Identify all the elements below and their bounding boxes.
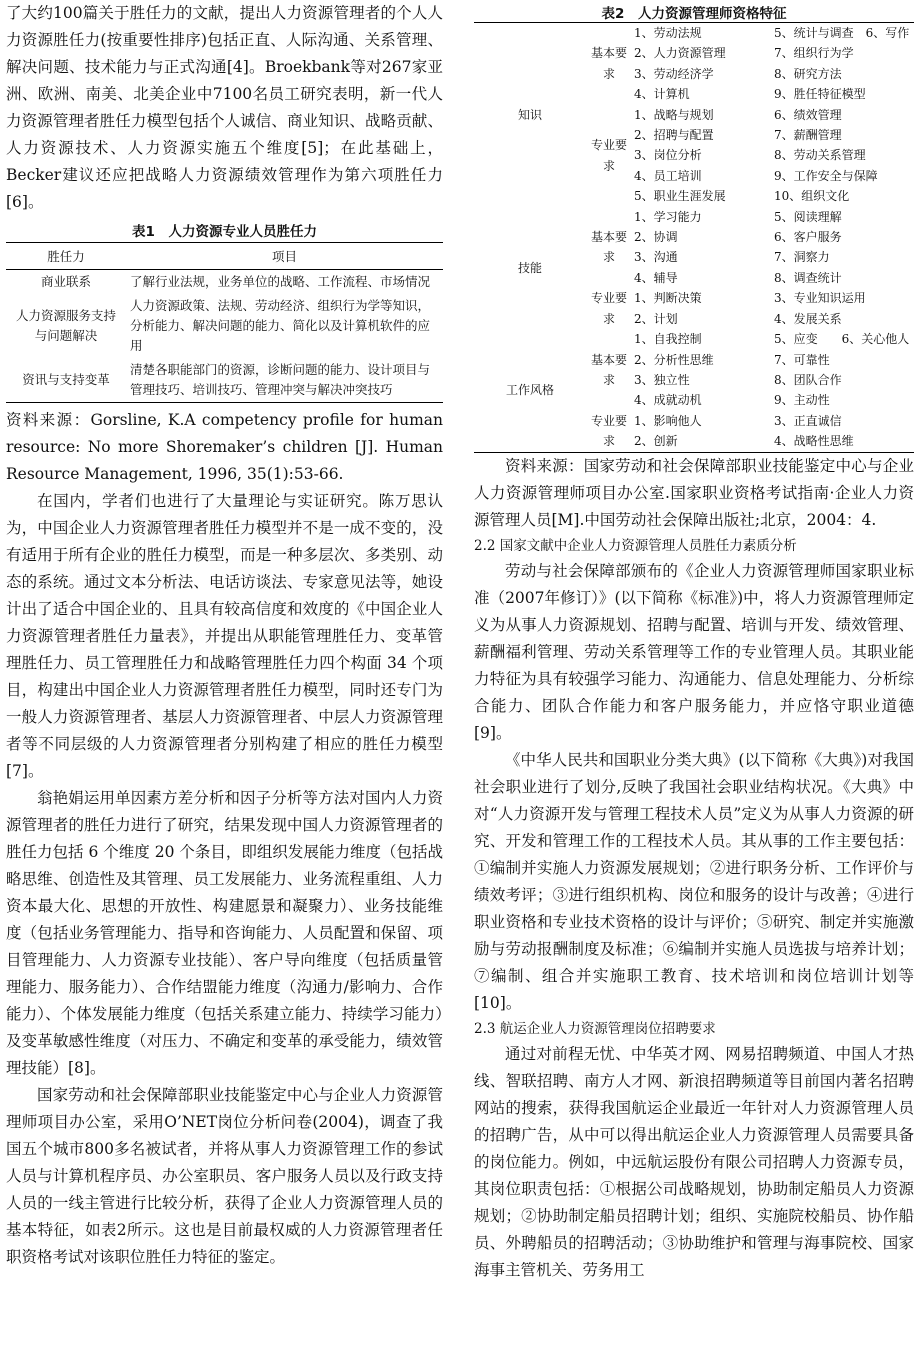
paragraph-chen: 在国内，学者们也进行了大量理论与实证研究。陈万思认为，中国企业人力资源管理者胜任力模型并不是一成不变的，没有适用于所有企业的胜任力模型，而是一种多层次、多类别、动态的系统。通过文本分析法、电话访谈法、专家意见法等，她设计出了适合中国企业的、且具有较高信度和效度的《中国企业人力资源管理者胜任力量表》，并提出从职能管理胜任力、变革管理胜任力、员工管理胜任力和战略管理胜任力四个构面 34 个项目，构建出中国企业人力资源管理者胜任力模型，同时还专门为一般人力资源管理者、基层人力资源管理者、中层人力资源管理者等不同层级的人力资源管理者分别构建了相应的胜任力模型[7]。 <box>6 492 443 780</box>
table2-items <box>632 207 914 289</box>
table2-items <box>632 105 914 207</box>
table1 <box>6 242 443 403</box>
table-row <box>6 270 443 295</box>
table1-header-competency: 胜任力 <box>6 243 126 270</box>
table1-header-row <box>6 243 443 270</box>
list-item: 3、沟通 <box>634 250 678 265</box>
list-item: 5、应变 6、关心他人 <box>774 332 910 347</box>
table2-category: 工作风格 <box>505 383 554 398</box>
list-item: 3、岗位分析 <box>634 148 702 163</box>
right-column <box>474 0 914 1284</box>
table2-items <box>632 411 914 452</box>
list-item: 10、组织文化 <box>774 189 850 204</box>
table2-source: 资料来源：国家劳动和社会保障部职业技能鉴定中心与企业人力资源管理师项目办公室.国家职业资格考试指南·企业人力资源管理人员[M].中国劳动社会保障出版社;北京，2004：4. <box>474 456 914 529</box>
list-item: 2、人力资源管理 <box>634 46 726 61</box>
list-item: 8、团队合作 <box>774 372 842 387</box>
table2-subcategory: 专业要求 <box>590 413 627 449</box>
table-row <box>474 329 914 411</box>
table1-source: 资料来源：Gorsline, K.A competency profile for human resource: No more Shoremaker’s children [J]. Human Resource Management, 1996, 35(1):53-66. <box>6 411 443 483</box>
table1-caption: 表1 人力资源专业人员胜任力 <box>132 224 317 240</box>
section-heading-2-2: 2.2 国家文献中企业人力资源管理人员胜任力素质分析 <box>474 537 797 554</box>
paragraph-standard: 劳动与社会保障部颁布的《企业人力资源管理师国家职业标准（2007年修订）》(以下简称《标准》)中，将人力资源管理师定义为从事人力资源规划、招聘与配置、培训与开发、绩效管理、薪酬福利管理、劳动关系管理等工作的专业管理人员。其职业能力特征为具有较强学习能力、沟通能力、信息处理能力、分析综合能力、团队合作能力和客户服务能力，并应恪守职业道德[9]。 <box>474 561 914 742</box>
table2-items <box>632 288 914 329</box>
list-item: 4、计算机 <box>634 87 690 102</box>
list-item: 1、判断决策 <box>634 291 702 306</box>
left-column <box>6 0 443 1271</box>
table2-category: 知识 <box>517 107 542 122</box>
list-item: 5、职业生涯发展 <box>634 189 726 204</box>
list-item: 2、计划 <box>634 311 678 326</box>
table-row <box>474 23 914 105</box>
table1-cell-name: 资讯与支持变革 <box>6 358 126 403</box>
list-item: 1、劳动法规 <box>634 26 702 40</box>
list-item: 8、研究方法 <box>774 66 842 81</box>
list-item: 7、可靠性 <box>774 352 830 367</box>
table2-subcategory: 专业要求 <box>590 291 627 326</box>
list-item: 8、劳动关系管理 <box>774 148 866 163</box>
list-item: 3、专业知识运用 <box>774 291 866 306</box>
list-item: 3、正直诚信 <box>774 413 842 428</box>
table2-items <box>632 329 914 411</box>
paragraph-recruitment: 通过对前程无忧、中华英才网、网易招聘频道、中国人才热线、智联招聘、南方人才网、新浪招聘频道等目前国内著名招聘网站的搜索，获得我国航运企业最近一年针对人力资源管理人员的招聘广告，从中可以得出航运企业人力资源管理人员需要具备的岗位能力。例如，中远航运股份有限公司招聘人力资源专员，其岗位职责包括：①根据公司战略规划，协助制定船员人力资源规划；②协助制定船员招聘计划；组织、实施院校船员、协作船员、外聘船员的招聘活动；③协助维护和管理与海事院校、国家海事主管机关、劳务用工 <box>474 1044 914 1279</box>
list-item: 1、自我控制 <box>634 332 702 347</box>
list-item: 4、发展关系 <box>774 311 842 326</box>
intro-paragraph: 了大约100篇关于胜任力的文献，提出人力资源管理者的个人人力资源胜任力(按重要性排序)包括正直、人际沟通、关系管理、解决问题、技术能力与正式沟通[4]。Broekbank等对267家亚洲、欧洲、南美、北美企业中7100名员工研究表明，新一代人力资源管理者胜任力模型包括个人诚信、商业知识、战略贡献、人力资源技术、人力资源实施五个维度[5]；在此基础上，Becker建议还应把战略人力资源绩效管理作为第六项胜任力[6]。 <box>6 4 443 211</box>
section-heading-2-3: 2.3 航运企业人力资源管理岗位招聘要求 <box>474 1020 716 1037</box>
table1-cell-name: 人力资源服务支持与问题解决 <box>15 308 116 343</box>
paragraph-national-center: 国家劳动和社会保障部职业技能鉴定中心与企业人力资源管理师项目办公室，采用O’NET岗位分析问卷(2004)，调查了我国五个城市800多名被试者，并将从事人力资源管理工作的参试人员与计算机程序员、办公室职员、客户服务人员以及行政支持人员的一线主管进行比较分析，获得了企业人力资源管理人员的基本特征，如表2所示。这也是目前最权威的人力资源管理者任职资格考试对该职位胜任力特征的鉴定。 <box>6 1086 443 1266</box>
list-item: 8、调查统计 <box>774 270 842 285</box>
table2-items <box>632 23 914 105</box>
table-row <box>6 294 443 358</box>
list-item: 9、胜任特征模型 <box>774 87 866 102</box>
table2-subcategory: 基本要求 <box>590 352 627 387</box>
list-item: 2、分析性思维 <box>634 352 714 367</box>
list-item: 4、员工培训 <box>634 168 702 183</box>
table1-cell-item: 人力资源政策、法规、劳动经济、组织行为学等知识，分析能力、解决问题的能力、简化以及计算机软件的应用 <box>130 298 431 353</box>
list-item: 7、薪酬管理 <box>774 128 842 143</box>
list-item: 2、协调 <box>634 230 678 245</box>
list-item: 2、创新 <box>634 434 678 449</box>
list-item: 1、学习能力 <box>634 209 702 224</box>
table1-cell-name: 商业联系 <box>40 274 91 289</box>
list-item: 1、战略与规划 <box>634 107 714 122</box>
list-item: 6、客户服务 <box>774 230 842 245</box>
table2-caption: 表2 人力资源管理师资格特征 <box>601 6 787 22</box>
list-item: 4、辅导 <box>634 270 678 285</box>
table2-category: 技能 <box>517 260 542 275</box>
list-item: 6、绩效管理 <box>774 107 842 122</box>
paragraph-weng: 翁艳娟运用单因素方差分析和因子分析等方法对国内人力资源管理者的胜任力进行了研究，结果发现中国人力资源管理者的胜任力包括 6 个维度 20 个条目，即组织发展能力维度（包括战略思维、创造性及其管理、员工发展能力、业务流程重组、人力资本最大化、思想的开放性、构建愿景和凝聚力）、业务技能维度（包括业务管理能力、指导和咨询能力、人员配置和保留、项目管理能力、人力资源专业技能）、客户导向维度（包括质量管理能力、服务能力）、合作结盟能力维度（沟通力/影响力、合作能力）、个体发展能力维度（包括关系建立能力、持续学习能力）及变革敏感性维度（对压力、不确定和变革的承受能力，绩效管理技能）[8]。 <box>6 789 443 1077</box>
table2-subcategory: 专业要求 <box>590 138 627 173</box>
paragraph-dictionary: 《中华人民共和国职业分类大典》(以下简称《大典》)对我国社会职业进行了划分,反映了我国社会职业结构状况。《大典》中对“人力资源开发与管理工程技术人员”定义为从事人力资源的研究、开发和管理工作的工程技术人员。其从事的工作主要包括：①编制并实施人力资源发展规划；②进行职务分析、工作评价与绩效考评；③进行组织机构、岗位和服务的设计与改善；④进行职业资格和专业技术资格的设计与评价；⑤研究、制定并实施激励与劳动报酬制度及标准；⑥编制并实施人员选拔与培养计划；⑦编制、组合并实施职工教育、技术培训和岗位培训计划等[10]。 <box>474 750 914 1012</box>
list-item: 9、主动性 <box>774 393 830 408</box>
table-row <box>6 358 443 403</box>
table2-subcategory: 基本要求 <box>590 46 627 81</box>
list-item: 4、成就动机 <box>634 393 702 408</box>
list-item: 5、阅读理解 <box>774 209 842 224</box>
table1-cell-item: 清楚各职能部门的资源，诊断问题的能力、设计项目与管理技巧、培训技巧、管理冲突与解决冲突技巧 <box>126 358 443 403</box>
list-item: 9、工作安全与保障 <box>774 168 878 183</box>
table2 <box>474 22 914 453</box>
table1-header-item: 项目 <box>126 243 443 270</box>
list-item: 1、影响他人 <box>634 413 702 428</box>
list-item: 7、洞察力 <box>774 250 830 265</box>
list-item: 3、独立性 <box>634 372 690 387</box>
list-item: 5、统计与调查 6、写作 <box>774 26 910 40</box>
list-item: 4、战略性思维 <box>774 434 854 449</box>
table-row <box>474 207 914 289</box>
list-item: 7、组织行为学 <box>774 46 854 61</box>
table1-cell-item: 了解行业法规，业务单位的战略、工作流程、市场情况 <box>130 274 431 289</box>
list-item: 3、劳动经济学 <box>634 66 714 81</box>
table2-subcategory: 基本要求 <box>590 230 627 265</box>
list-item: 2、招聘与配置 <box>634 128 714 143</box>
